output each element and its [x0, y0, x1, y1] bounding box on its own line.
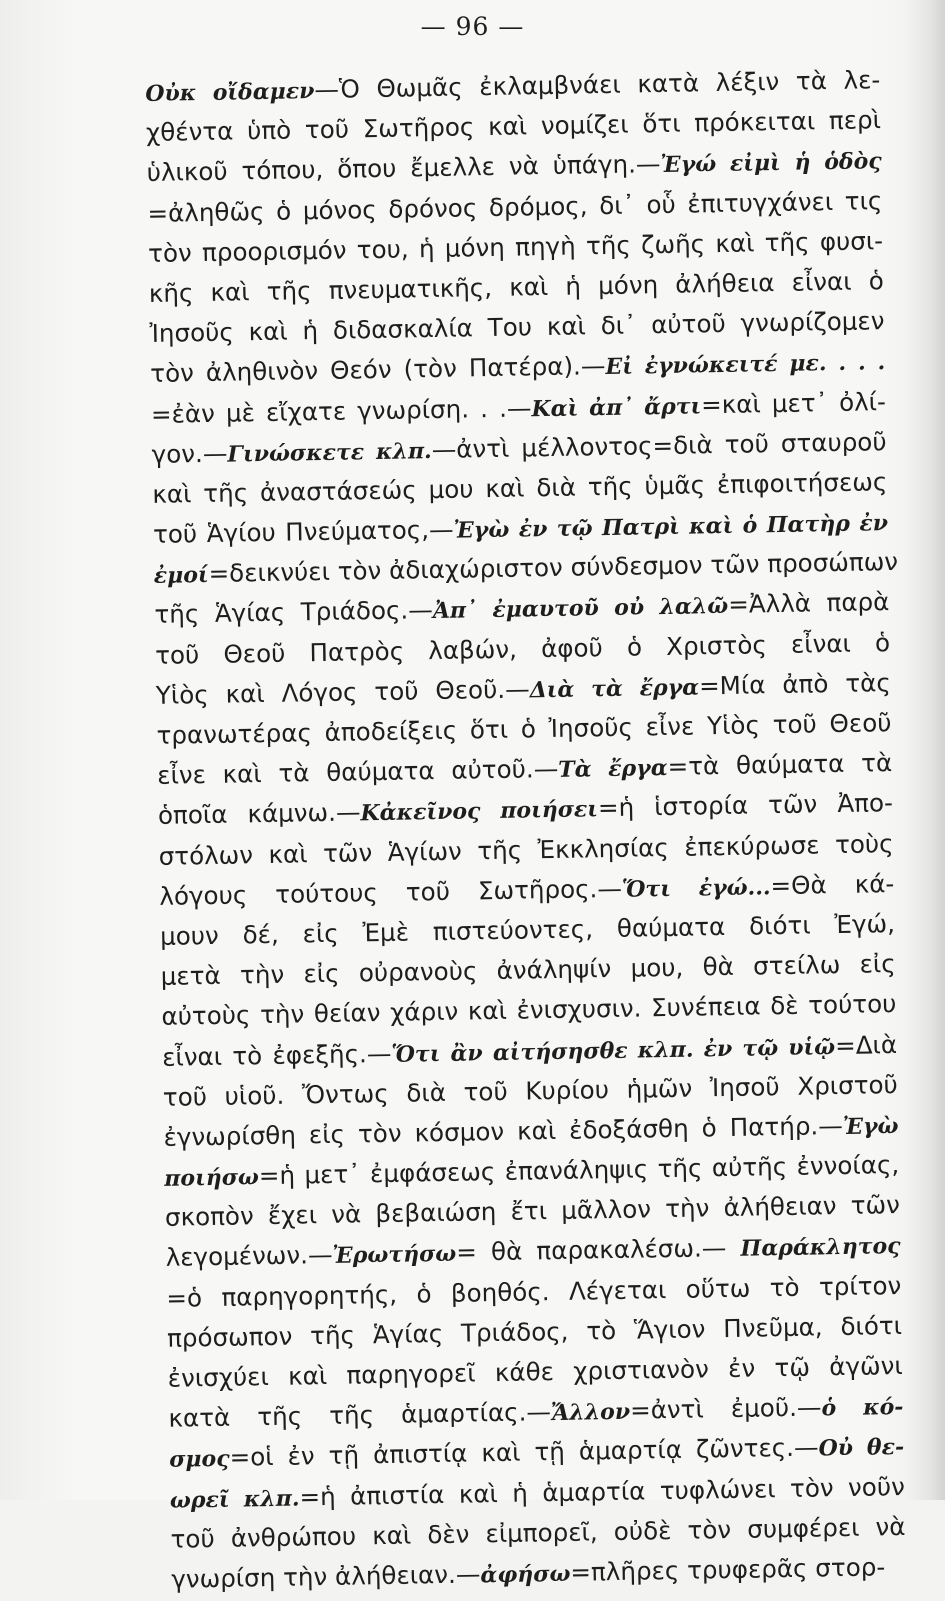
gloss-text: λόγους τούτους τοῦ Σωτῆρος.— [159, 873, 623, 911]
gloss-text: =Ἀλλὰ παρὰ [727, 587, 890, 620]
lemma-term: Οὐκ οἴδαμεν [145, 78, 315, 107]
gloss-text: =ἡ μετ᾿ ἐμφάσεως ἐπανάληψις τῆς αὐτῆς ἐννοίας, [258, 1150, 900, 1191]
gloss-text: —Ὁ Θωμᾶς ἐκλαμβνάει κατὰ λέξιν τὰ λε- [314, 65, 881, 105]
gloss-text: στόλων καὶ τῶν Ἁγίων τῆς Ἐκκλησίας ἐπεκύρωσε τοὺς [158, 828, 894, 871]
gloss-text: τὸν ἀληθινὸν Θεόν (τὸν Πατέρα).— [149, 351, 606, 389]
gloss-text: σκοπὸν ἔχει νὰ βεβαιώση ἔτι μᾶλλον τὴν ἀλήθειαν τῶν [164, 1190, 901, 1233]
gloss-text: =ἐὰν μὲ εἴχατε γνωρίση. . .— [150, 392, 532, 429]
lemma-term: ποιήσω [164, 1164, 260, 1192]
gloss-text: = θὰ παρακαλέσω.— [455, 1233, 741, 1268]
gloss-text: Ἰησοῦς καὶ ἡ διδασκαλία Του καὶ δι᾿ αὐτοῦ γνωρίζομεν [149, 306, 885, 349]
lemma-term: Παράκλητος [740, 1233, 901, 1263]
lemma-term: ἀφήσω [480, 1560, 571, 1589]
gloss-text: =ἀντὶ ἐμοῦ.— [629, 1392, 822, 1425]
gloss-text: =ἡ ἱστορία τῶν Ἀπο- [597, 788, 894, 823]
gloss-text: =ἡ ἀπιστία καὶ ἡ ἁμαρτία τυφλώνει τὸν νοῦν [299, 1471, 906, 1512]
gloss-text: τῆς Ἁγίας Τριάδος.— [154, 595, 434, 630]
lemma-term: Ἐγὼ [842, 1112, 899, 1140]
lemma-term: ὁ κό- [821, 1394, 904, 1422]
gloss-text: —ἀντὶ μέλλοντος=διὰ τοῦ σταυροῦ [431, 426, 887, 464]
lemma-term: Ἄλλον [550, 1398, 631, 1427]
gloss-text: =καὶ μετ᾿ ὀλί- [700, 386, 887, 419]
lemma-term: ἐμοί [153, 562, 209, 590]
gloss-text: αὐτοὺς τὴν θείαν χάριν καὶ ἐνισχυσιν. Συνέπεια δὲ τούτου [161, 989, 897, 1032]
gloss-text: ἐγνωρίσθη εἰς τὸν κόσμον καὶ ἐδοξάσθη ὁ Πατήρ.— [163, 1110, 844, 1152]
lemma-term: Ἐγὼ ἐν τῷ Πατρὶ καὶ ὁ Πατὴρ ἐν [453, 510, 889, 544]
gloss-text: καὶ τῆς ἀναστάσεώς μου καὶ διὰ τῆς ὑμᾶς ἐπιφοιτήσεως [152, 466, 888, 509]
gloss-text: εἶνε καὶ τὰ θαύματα αὐτοῦ.— [157, 754, 559, 791]
gloss-text: πρόσωπον τῆς Ἁγίας Τριάδος, τὸ Ἅγιον Πνεῦμα, διότι [166, 1310, 903, 1353]
gloss-text: ὁποῖα κάμνω.— [157, 797, 361, 831]
commentary-text [145, 60, 907, 1600]
lemma-term: Οὐ θε- [818, 1434, 905, 1462]
gloss-text: μετὰ τὴν εἰς οὐρανοὺς ἀνάληψίν μου, θὰ στείλω εἰς [160, 949, 896, 991]
gloss-text: Υἱὸς καὶ Λόγος τοῦ Θεοῦ.— [155, 674, 530, 710]
gloss-text: ὑλικοῦ τόπου, ὅπου ἔμελλε νὰ ὑπάγη.— [146, 149, 661, 188]
lemma-term: Ὅτι ἂν αἰτήσησθε κλπ. ἐν τῷ υἱῷ [391, 1033, 836, 1068]
lemma-term: Ἐγώ εἰμὶ ἡ ὁδὸς [660, 148, 882, 179]
gloss-text: γον.— [151, 438, 228, 469]
lemma-term: ωρεῖ κλπ. [169, 1485, 300, 1514]
lemma-term: Ἀπ᾿ ἐμαυτοῦ οὐ λαλῶ [432, 593, 729, 625]
gloss-text: κῆς καὶ τῆς πνευματικῆς, καὶ ἡ μόνη ἀλήθεια εἶναι ὁ [148, 266, 884, 308]
gloss-text: τὸν προορισμόν του, ἡ μόνη πηγὴ τῆς ζωῆς καὶ τῆς φυσι- [147, 225, 884, 268]
gloss-text: =Διὰ [834, 1029, 898, 1060]
lemma-term: σμος [168, 1446, 230, 1474]
gloss-text: =ἀληθῶς ὁ μόνος δρόνος δρόμος, δι᾿ οὗ ἐπιτυγχάνει τις [147, 185, 883, 228]
gloss-text: χθέντα ὑπὸ τοῦ Σωτῆρος καὶ νομίζει ὅτι πρόκειται περὶ [145, 105, 882, 148]
gloss-text: =δεικνύει τὸν ἀδιαχώριστον σύνδεσμον τῶν προσώπων [208, 547, 899, 589]
lemma-term: Ὅτι ἐγώ... [621, 873, 771, 903]
gloss-text: ἐνισχύει καὶ παρηγορεῖ κάθε χριστιανὸν ἐν τῷ ἀγῶνι [167, 1350, 903, 1393]
gloss-text: τοῦ Θεοῦ Πατρὸς λαβών, ἀφοῦ ὁ Χριστὸς εἶναι ὁ [154, 627, 891, 670]
lemma-term: Καὶ ἀπ᾿ ἄρτι [531, 392, 702, 422]
page-number: — 96 — [420, 12, 525, 41]
page-edge-shadow [905, 0, 945, 1500]
gloss-text: =Μία ἀπὸ τὰς [698, 667, 892, 701]
gloss-text: γνωρίση τὴν ἀλήθειαν.— [171, 1559, 481, 1594]
gloss-text: τοῦ Ἁγίου Πνεύματος,— [152, 514, 454, 549]
lemma-term: Διὰ τὰ ἔργα [529, 674, 700, 704]
gloss-text: εἶναι τὸ ἐφεξῆς.— [161, 1038, 392, 1072]
lemma-term: Γινώσκετε κλπ. [227, 437, 432, 468]
gloss-text: =πλῆρες τρυφερᾶς στορ- [570, 1552, 886, 1587]
lemma-term: Τὰ ἔργα [558, 755, 668, 784]
gloss-text: τρανωτέρας ἀποδείξεις ὅτι ὁ Ἰησοῦς εἶνε Υἱὸς τοῦ Θεοῦ [156, 708, 892, 750]
gloss-text: =οἱ ἐν τῇ ἀπιστίᾳ καὶ τῇ ἁμαρτίᾳ ζῶντες.— [229, 1432, 819, 1473]
gloss-text: κατὰ τῆς τῆς ἁμαρτίας.— [168, 1397, 552, 1433]
gloss-text: =Θὰ κά- [770, 868, 895, 900]
gloss-text: λεγομένων.— [165, 1240, 333, 1273]
gloss-text: τοῦ υἱοῦ. Ὄντως διὰ τοῦ Κυρίου ἡμῶν Ἰησοῦ Χριστοῦ [162, 1069, 899, 1112]
lemma-term: Κἀκεῖνος ποιήσει [360, 796, 599, 827]
lemma-term: Εἰ ἐγνώκειτέ με. . . . [605, 349, 886, 381]
gloss-text: =ὁ παρηγορητής, ὁ βοηθός. Λέγεται οὕτω τὸ τρίτον [166, 1270, 902, 1313]
gloss-text: =τὰ θαύματα τὰ [667, 748, 893, 782]
lemma-term: Ἐρωτήσω [332, 1241, 457, 1270]
gloss-text: μουν δέ, εἰς Ἐμὲ πιστεύοντες, θαύματα διότι Ἐγώ, [159, 908, 896, 951]
gloss-text: τοῦ ἀνθρώπου καὶ δὲν εἰμπορεῖ, οὐδὲ τὸν συμφέρει νὰ [170, 1511, 906, 1554]
